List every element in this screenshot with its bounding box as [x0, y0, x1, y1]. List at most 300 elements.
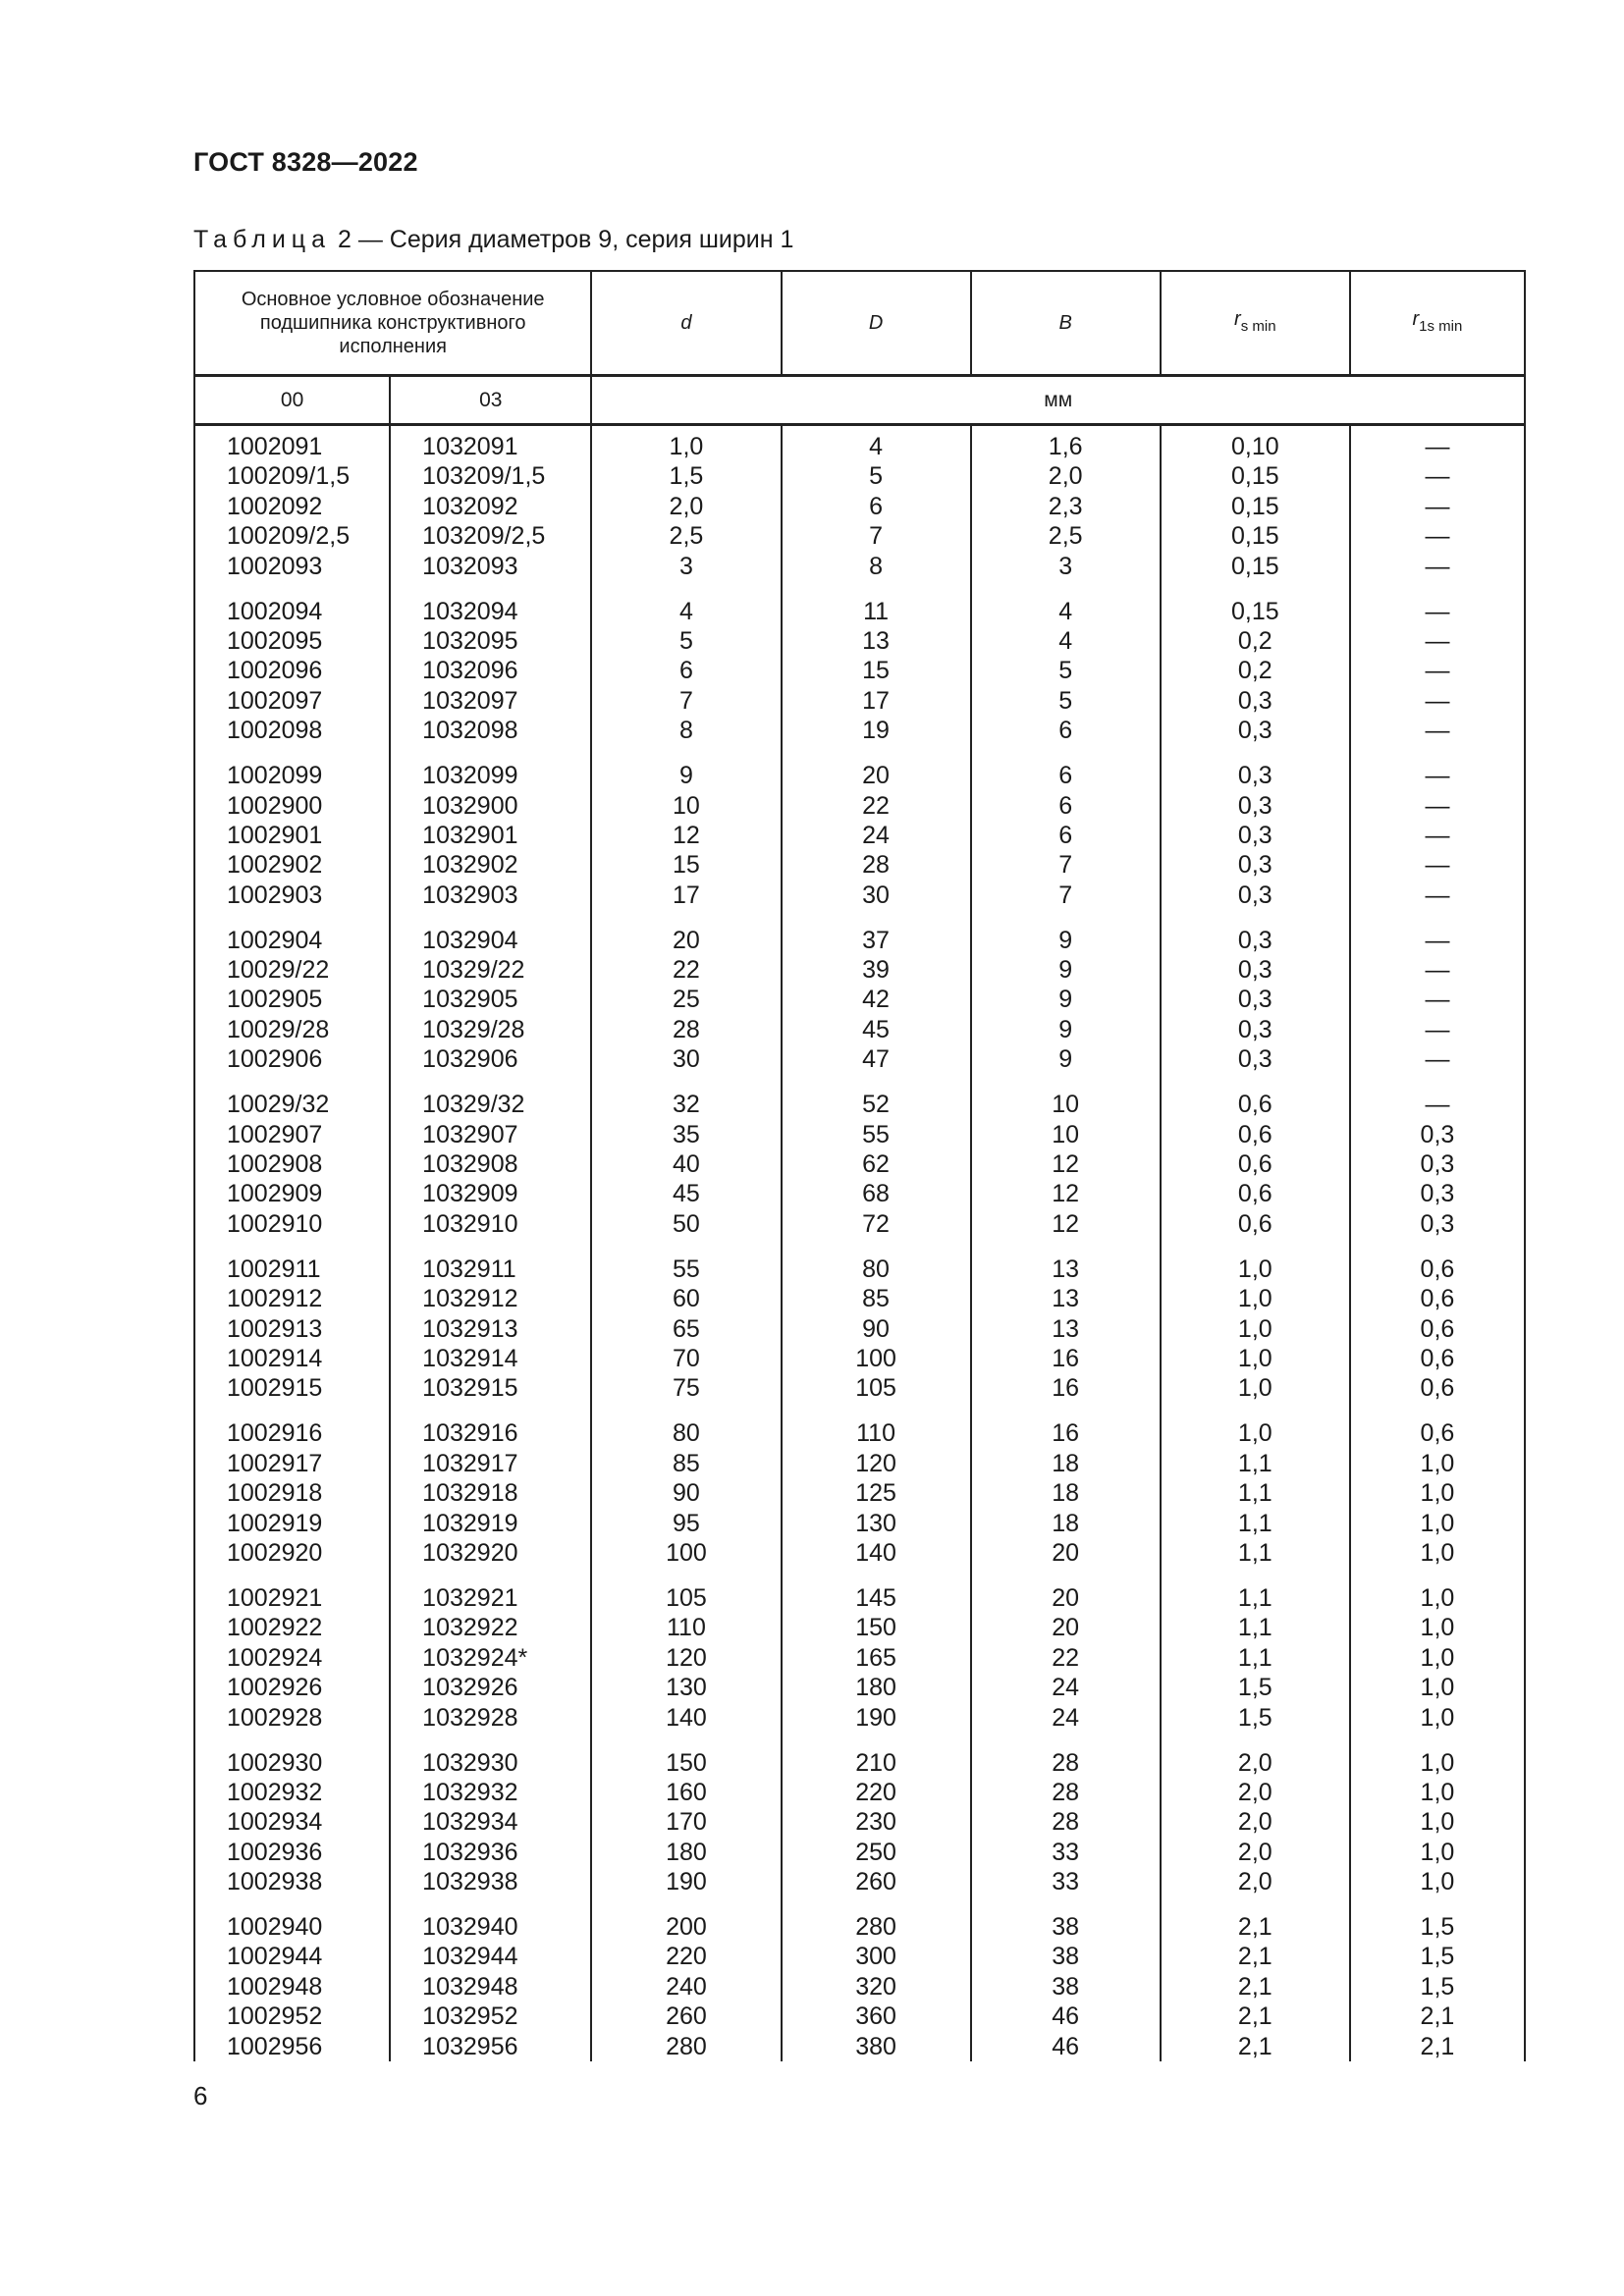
cell-r1s-min: 1,0 [1350, 1748, 1525, 1778]
cell-D: 300 [782, 1942, 971, 1971]
cell-B: 5 [971, 656, 1161, 685]
row-group [194, 761, 1525, 926]
table-row [194, 492, 1525, 521]
cell-r1s-min: 1,0 [1350, 1703, 1525, 1748]
table-row [194, 1478, 1525, 1508]
cell-D: 165 [782, 1643, 971, 1673]
table-row [194, 1015, 1525, 1044]
cell-D: 52 [782, 1090, 971, 1119]
cell-code-03: 10329/32 [390, 1090, 591, 1119]
cell-code-00: 100209/1,5 [194, 461, 390, 491]
cell-d: 60 [591, 1284, 781, 1313]
cell-code-00: 1002916 [194, 1418, 390, 1448]
cell-code-00: 1002098 [194, 716, 390, 761]
cell-D: 130 [782, 1509, 971, 1538]
cell-B: 12 [971, 1209, 1161, 1255]
row-group [194, 1255, 1525, 1419]
row-group [194, 926, 1525, 1091]
cell-B: 20 [971, 1538, 1161, 1583]
table-row [194, 1748, 1525, 1778]
cell-d: 7 [591, 686, 781, 716]
cell-rs-min: 0,3 [1161, 791, 1350, 821]
cell-d: 90 [591, 1478, 781, 1508]
cell-B: 24 [971, 1673, 1161, 1702]
cell-code-03: 1032944 [390, 1942, 591, 1971]
cell-d: 160 [591, 1778, 781, 1807]
cell-D: 5 [782, 461, 971, 491]
table-row [194, 552, 1525, 597]
cell-B: 2,0 [971, 461, 1161, 491]
cell-code-03: 1032904 [390, 926, 591, 955]
cell-D: 28 [782, 850, 971, 880]
cell-code-00: 1002948 [194, 1972, 390, 2002]
cell-r1s-min: 1,0 [1350, 1838, 1525, 1867]
cell-code-03: 1032093 [390, 552, 591, 597]
document-header: ГОСТ 8328—2022 [193, 147, 418, 177]
cell-code-00: 1002930 [194, 1748, 390, 1778]
cell-rs-min: 1,0 [1161, 1284, 1350, 1313]
cell-r1s-min: 0,3 [1350, 1120, 1525, 1149]
cell-D: 13 [782, 626, 971, 656]
cell-code-03: 1032932 [390, 1778, 591, 1807]
cell-B: 38 [971, 1912, 1161, 1942]
cell-code-03: 1032922 [390, 1613, 591, 1642]
cell-B: 9 [971, 1044, 1161, 1090]
cell-d: 120 [591, 1643, 781, 1673]
cell-code-00: 1002092 [194, 492, 390, 521]
cell-rs-min: 0,3 [1161, 761, 1350, 790]
cell-rs-min: 0,15 [1161, 552, 1350, 597]
cell-d: 20 [591, 926, 781, 955]
cell-D: 140 [782, 1538, 971, 1583]
cell-rs-min: 1,0 [1161, 1418, 1350, 1448]
cell-d: 35 [591, 1120, 781, 1149]
cell-D: 145 [782, 1583, 971, 1613]
cell-code-00: 1002903 [194, 881, 390, 926]
spacer-row [194, 425, 1525, 433]
cell-d: 15 [591, 850, 781, 880]
cell-d: 22 [591, 955, 781, 985]
cell-code-03: 1032909 [390, 1179, 591, 1208]
cell-d: 9 [591, 761, 781, 790]
table-row [194, 1972, 1525, 2002]
cell-rs-min: 1,5 [1161, 1673, 1350, 1702]
cell-d: 30 [591, 1044, 781, 1090]
cell-code-03: 1032916 [390, 1418, 591, 1448]
cell-d: 140 [591, 1703, 781, 1748]
cell-d: 8 [591, 716, 781, 761]
cell-B: 22 [971, 1643, 1161, 1673]
table-row [194, 821, 1525, 850]
cell-D: 62 [782, 1149, 971, 1179]
cell-r1s-min: 1,0 [1350, 1643, 1525, 1673]
cell-B: 20 [971, 1583, 1161, 1613]
table-row [194, 1344, 1525, 1373]
cell-B: 10 [971, 1090, 1161, 1119]
cell-d: 55 [591, 1255, 781, 1284]
cell-B: 33 [971, 1867, 1161, 1912]
cell-code-03: 1032919 [390, 1509, 591, 1538]
cell-code-00: 1002936 [194, 1838, 390, 1867]
cell-r1s-min: — [1350, 881, 1525, 926]
table-row [194, 791, 1525, 821]
cell-code-00: 1002094 [194, 597, 390, 626]
cell-r1s-min: 0,3 [1350, 1149, 1525, 1179]
cell-D: 19 [782, 716, 971, 761]
cell-r1s-min: 1,0 [1350, 1583, 1525, 1613]
header-designation: Основное условное обозначение подшипника конструктивного исполнения [194, 271, 591, 376]
cell-code-03: 1032938 [390, 1867, 591, 1912]
cell-code-00: 1002944 [194, 1942, 390, 1971]
cell-B: 1,6 [971, 432, 1161, 461]
cell-rs-min: 1,1 [1161, 1613, 1350, 1642]
cell-code-00: 1002900 [194, 791, 390, 821]
cell-D: 45 [782, 1015, 971, 1044]
cell-B: 16 [971, 1373, 1161, 1418]
bearing-table [193, 270, 1526, 2061]
cell-d: 28 [591, 1015, 781, 1044]
table-row [194, 686, 1525, 716]
table-row [194, 656, 1525, 685]
cell-code-00: 1002097 [194, 686, 390, 716]
cell-rs-min: 1,1 [1161, 1583, 1350, 1613]
cell-D: 190 [782, 1703, 971, 1748]
cell-d: 1,0 [591, 432, 781, 461]
cell-r1s-min: — [1350, 492, 1525, 521]
table-row [194, 1179, 1525, 1208]
table-row [194, 1044, 1525, 1090]
cell-rs-min: 2,1 [1161, 2032, 1350, 2061]
table-row [194, 1912, 1525, 1942]
cell-D: 280 [782, 1912, 971, 1942]
cell-code-00: 1002906 [194, 1044, 390, 1090]
cell-r1s-min: — [1350, 597, 1525, 626]
cell-d: 110 [591, 1613, 781, 1642]
cell-d: 190 [591, 1867, 781, 1912]
cell-code-03: 1032094 [390, 597, 591, 626]
cell-B: 9 [971, 955, 1161, 985]
cell-r1s-min: 1,0 [1350, 1538, 1525, 1583]
table-row [194, 1942, 1525, 1971]
cell-code-00: 1002928 [194, 1703, 390, 1748]
table-row [194, 1807, 1525, 1837]
table-row [194, 1613, 1525, 1642]
cell-B: 38 [971, 1972, 1161, 2002]
cell-D: 380 [782, 2032, 971, 2061]
cell-D: 85 [782, 1284, 971, 1313]
cell-rs-min: 2,0 [1161, 1748, 1350, 1778]
cell-code-00: 1002093 [194, 552, 390, 597]
cell-code-00: 1002091 [194, 432, 390, 461]
cell-code-00: 10029/32 [194, 1090, 390, 1119]
cell-D: 22 [782, 791, 971, 821]
cell-code-03: 1032910 [390, 1209, 591, 1255]
cell-code-03: 10329/22 [390, 955, 591, 985]
cell-code-03: 1032095 [390, 626, 591, 656]
cell-r1s-min: 0,6 [1350, 1373, 1525, 1418]
cell-rs-min: 1,1 [1161, 1509, 1350, 1538]
cell-d: 17 [591, 881, 781, 926]
cell-B: 7 [971, 881, 1161, 926]
subheader-row [194, 376, 1525, 425]
cell-rs-min: 2,1 [1161, 1972, 1350, 2002]
cell-D: 8 [782, 552, 971, 597]
cell-r1s-min: 1,0 [1350, 1613, 1525, 1642]
table-row [194, 1867, 1525, 1912]
cell-code-03: 1032907 [390, 1120, 591, 1149]
cell-rs-min: 0,3 [1161, 716, 1350, 761]
cell-code-00: 1002913 [194, 1314, 390, 1344]
cell-B: 2,5 [971, 521, 1161, 551]
table-row [194, 716, 1525, 761]
cell-code-00: 1002908 [194, 1149, 390, 1179]
cell-D: 260 [782, 1867, 971, 1912]
cell-rs-min: 0,6 [1161, 1120, 1350, 1149]
cell-r1s-min: — [1350, 926, 1525, 955]
cell-code-00: 1002920 [194, 1538, 390, 1583]
row-group [194, 1583, 1525, 1748]
table-row [194, 1149, 1525, 1179]
cell-code-03: 1032906 [390, 1044, 591, 1090]
cell-B: 13 [971, 1314, 1161, 1344]
table-row [194, 1673, 1525, 1702]
cell-B: 18 [971, 1509, 1161, 1538]
cell-code-00: 1002917 [194, 1449, 390, 1478]
cell-rs-min: 1,0 [1161, 1373, 1350, 1418]
table-row [194, 1284, 1525, 1313]
cell-code-00: 1002099 [194, 761, 390, 790]
cell-r1s-min: — [1350, 521, 1525, 551]
cell-r1s-min: — [1350, 1090, 1525, 1119]
cell-code-00: 1002910 [194, 1209, 390, 1255]
row-group [194, 1748, 1525, 1913]
cell-code-03: 10329/28 [390, 1015, 591, 1044]
cell-d: 280 [591, 2032, 781, 2061]
table-row [194, 881, 1525, 926]
cell-code-03: 1032902 [390, 850, 591, 880]
cell-code-03: 1032921 [390, 1583, 591, 1613]
cell-rs-min: 2,1 [1161, 2002, 1350, 2031]
cell-code-03: 1032926 [390, 1673, 591, 1702]
cell-D: 150 [782, 1613, 971, 1642]
cell-d: 25 [591, 985, 781, 1014]
cell-B: 6 [971, 716, 1161, 761]
cell-r1s-min: 1,5 [1350, 1942, 1525, 1971]
cell-D: 39 [782, 955, 971, 985]
table-row [194, 626, 1525, 656]
cell-D: 42 [782, 985, 971, 1014]
cell-code-03: 1032917 [390, 1449, 591, 1478]
cell-code-00: 1002915 [194, 1373, 390, 1418]
cell-B: 16 [971, 1418, 1161, 1448]
cell-code-00: 1002932 [194, 1778, 390, 1807]
cell-D: 20 [782, 761, 971, 790]
cell-r1s-min: 1,5 [1350, 1912, 1525, 1942]
table-row [194, 955, 1525, 985]
cell-code-03: 1032918 [390, 1478, 591, 1508]
cell-rs-min: 0,3 [1161, 926, 1350, 955]
row-group [194, 597, 1525, 762]
cell-code-00: 1002952 [194, 2002, 390, 2031]
cell-d: 4 [591, 597, 781, 626]
cell-code-00: 1002907 [194, 1120, 390, 1149]
cell-d: 220 [591, 1942, 781, 1971]
cell-D: 30 [782, 881, 971, 926]
cell-code-03: 1032915 [390, 1373, 591, 1418]
cell-d: 3 [591, 552, 781, 597]
cell-r1s-min: — [1350, 985, 1525, 1014]
cell-r1s-min: 0,6 [1350, 1284, 1525, 1313]
cell-B: 10 [971, 1120, 1161, 1149]
cell-D: 110 [782, 1418, 971, 1448]
cell-d: 50 [591, 1209, 781, 1255]
cell-r1s-min: 0,6 [1350, 1344, 1525, 1373]
cell-r1s-min: 0,6 [1350, 1418, 1525, 1448]
header-rs-symbol: r [1234, 308, 1241, 330]
cell-B: 9 [971, 926, 1161, 955]
cell-code-00: 1002926 [194, 1673, 390, 1702]
cell-r1s-min: — [1350, 626, 1525, 656]
table-row [194, 521, 1525, 551]
cell-rs-min: 0,6 [1161, 1179, 1350, 1208]
cell-D: 11 [782, 597, 971, 626]
cell-r1s-min: — [1350, 686, 1525, 716]
table-row [194, 1209, 1525, 1255]
cell-D: 125 [782, 1478, 971, 1508]
table-row [194, 461, 1525, 491]
cell-code-00: 1002918 [194, 1478, 390, 1508]
header-d: d [591, 271, 781, 376]
cell-code-03: 1032924* [390, 1643, 591, 1673]
cell-d: 100 [591, 1538, 781, 1583]
cell-code-03: 1032901 [390, 821, 591, 850]
cell-B: 46 [971, 2032, 1161, 2061]
cell-code-03: 1032092 [390, 492, 591, 521]
cell-code-00: 1002095 [194, 626, 390, 656]
cell-rs-min: 0,15 [1161, 492, 1350, 521]
cell-r1s-min: 1,0 [1350, 1807, 1525, 1837]
header-D: D [782, 271, 971, 376]
cell-r1s-min: — [1350, 1015, 1525, 1044]
cell-B: 20 [971, 1613, 1161, 1642]
cell-D: 360 [782, 2002, 971, 2031]
cell-code-03: 1032930 [390, 1748, 591, 1778]
cell-code-00: 1002956 [194, 2032, 390, 2061]
cell-r1s-min: — [1350, 821, 1525, 850]
cell-B: 6 [971, 791, 1161, 821]
cell-rs-min: 1,0 [1161, 1255, 1350, 1284]
cell-D: 220 [782, 1778, 971, 1807]
cell-B: 6 [971, 821, 1161, 850]
cell-B: 18 [971, 1449, 1161, 1478]
cell-code-03: 1032091 [390, 432, 591, 461]
cell-rs-min: 1,1 [1161, 1449, 1350, 1478]
cell-code-03: 1032913 [390, 1314, 591, 1344]
header-row [194, 271, 1525, 376]
cell-D: 320 [782, 1972, 971, 2002]
cell-d: 12 [591, 821, 781, 850]
table-row [194, 1090, 1525, 1119]
cell-r1s-min: 1,0 [1350, 1449, 1525, 1478]
cell-D: 17 [782, 686, 971, 716]
cell-d: 6 [591, 656, 781, 685]
cell-r1s-min: 1,5 [1350, 1972, 1525, 2002]
cell-r1s-min: — [1350, 850, 1525, 880]
cell-code-00: 10029/22 [194, 955, 390, 985]
cell-rs-min: 2,0 [1161, 1807, 1350, 1837]
table-row [194, 1314, 1525, 1344]
table-row [194, 1538, 1525, 1583]
cell-D: 180 [782, 1673, 971, 1702]
cell-D: 120 [782, 1449, 971, 1478]
cell-code-00: 1002919 [194, 1509, 390, 1538]
cell-B: 16 [971, 1344, 1161, 1373]
cell-rs-min: 1,0 [1161, 1344, 1350, 1373]
cell-rs-min: 1,1 [1161, 1478, 1350, 1508]
cell-code-00: 1002911 [194, 1255, 390, 1284]
cell-B: 33 [971, 1838, 1161, 1867]
cell-code-03: 1032911 [390, 1255, 591, 1284]
caption-label: Таблица [193, 226, 332, 253]
cell-code-03: 1032097 [390, 686, 591, 716]
cell-D: 80 [782, 1255, 971, 1284]
cell-D: 4 [782, 432, 971, 461]
cell-rs-min: 2,0 [1161, 1867, 1350, 1912]
table-row [194, 2002, 1525, 2031]
cell-B: 28 [971, 1778, 1161, 1807]
cell-code-00: 1002096 [194, 656, 390, 685]
cell-d: 40 [591, 1149, 781, 1179]
cell-r1s-min: — [1350, 552, 1525, 597]
cell-code-00: 1002938 [194, 1867, 390, 1912]
table-row [194, 926, 1525, 955]
subheader-00: 00 [194, 376, 390, 425]
cell-code-00: 1002940 [194, 1912, 390, 1942]
cell-d: 150 [591, 1748, 781, 1778]
cell-r1s-min: 1,0 [1350, 1867, 1525, 1912]
cell-d: 75 [591, 1373, 781, 1418]
cell-rs-min: 0,3 [1161, 1044, 1350, 1090]
cell-rs-min: 0,3 [1161, 821, 1350, 850]
cell-D: 230 [782, 1807, 971, 1837]
cell-code-03: 103209/2,5 [390, 521, 591, 551]
cell-B: 12 [971, 1149, 1161, 1179]
page-number: 6 [193, 2081, 208, 2110]
cell-code-03: 1032928 [390, 1703, 591, 1748]
cell-r1s-min: 2,1 [1350, 2002, 1525, 2031]
cell-rs-min: 2,1 [1161, 1942, 1350, 1971]
cell-D: 15 [782, 656, 971, 685]
table-row [194, 1120, 1525, 1149]
table-row [194, 1255, 1525, 1284]
cell-D: 68 [782, 1179, 971, 1208]
header-r1s-min [1350, 271, 1525, 376]
cell-r1s-min: — [1350, 791, 1525, 821]
cell-code-00: 100209/2,5 [194, 521, 390, 551]
cell-r1s-min: 0,3 [1350, 1209, 1525, 1255]
cell-rs-min: 0,2 [1161, 626, 1350, 656]
cell-code-03: 1032948 [390, 1972, 591, 2002]
cell-d: 2,0 [591, 492, 781, 521]
cell-code-03: 1032952 [390, 2002, 591, 2031]
table-row [194, 1703, 1525, 1748]
cell-r1s-min: 1,0 [1350, 1478, 1525, 1508]
cell-d: 240 [591, 1972, 781, 2002]
table-row [194, 1373, 1525, 1418]
cell-code-03: 1032096 [390, 656, 591, 685]
cell-rs-min: 2,0 [1161, 1838, 1350, 1867]
cell-B: 4 [971, 626, 1161, 656]
